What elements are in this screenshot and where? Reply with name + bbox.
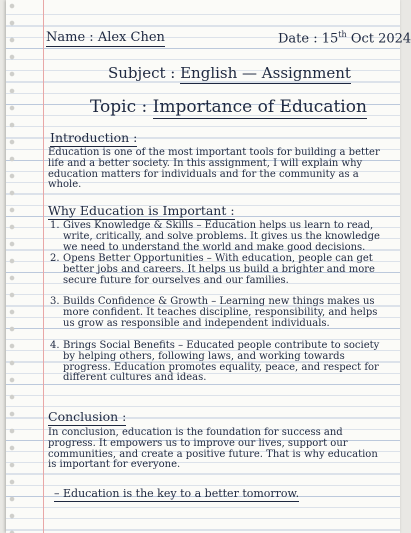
- subject-value: English — Assignment: [180, 64, 351, 82]
- list-item-number: 2.: [50, 253, 60, 264]
- date-suffix: th: [338, 30, 347, 39]
- binding-holes: [6, 0, 18, 533]
- why-heading: [48, 203, 235, 218]
- date-label: Date :: [278, 31, 318, 47]
- introduction-heading-text: Introduction :: [50, 130, 138, 145]
- topic-label: Topic :: [90, 97, 148, 117]
- conclusion-heading-text: Conclusion :: [48, 409, 127, 424]
- why-heading-text: Why Education is Important :: [48, 203, 235, 218]
- list-item-number: 1.: [50, 220, 60, 231]
- date-day: 15: [321, 31, 339, 47]
- introduction-paragraph: Education is one of the most important tools for building a better life and a better society. In this assignment, I will explain why education matters for individuals and for the community as a whole.: [48, 147, 380, 191]
- name-label: Name :: [46, 30, 94, 45]
- list-item-text: Builds Confidence & Growth – Learning new things makes us more confident. It teaches discipline, responsibility, and helps us grow as responsible and independent individuals.: [63, 296, 378, 329]
- date-rest: Oct 2024: [350, 31, 411, 47]
- closing-tagline: [54, 487, 299, 500]
- subject-label: Subject :: [108, 64, 176, 82]
- conclusion-heading: [48, 409, 126, 424]
- topic-value: Importance of Education: [152, 97, 367, 117]
- closing-tagline-text: – Education is the key to a better tomorrow.: [54, 487, 300, 500]
- date-field: [278, 30, 411, 46]
- list-item-text: Opens Better Opportunities – With education, people can get better jobs and careers. It helps us build a brighter and more secure future for ourselves and our families.: [63, 253, 375, 286]
- list-item-number: 3.: [50, 296, 60, 307]
- notebook-page: [6, 0, 411, 533]
- subject-line: [108, 64, 351, 82]
- list-item-number: 4.: [50, 340, 60, 351]
- list-item-text: Brings Social Benefits – Educated people contribute to society by helping others, following laws, and working towards progress. Education promotes equality, peace, and respect for different cultures and ideas.: [63, 340, 380, 384]
- name-field: [46, 30, 165, 45]
- name-field-underline: [46, 30, 165, 47]
- conclusion-paragraph: In conclusion, education is the foundation for success and progress. It empowers us to improve our lives, support our communities, and create a positive future. That is why education is important for everyone.: [48, 427, 378, 471]
- list-item-text: Gives Knowledge & Skills – Education helps us learn to read, write, critically, and solve problems. It gives us the knowledge we need to understand the world and make good decisions.: [63, 220, 380, 253]
- name-value: Alex Chen: [97, 30, 165, 45]
- introduction-heading: [50, 130, 137, 145]
- topic-line: [90, 97, 367, 117]
